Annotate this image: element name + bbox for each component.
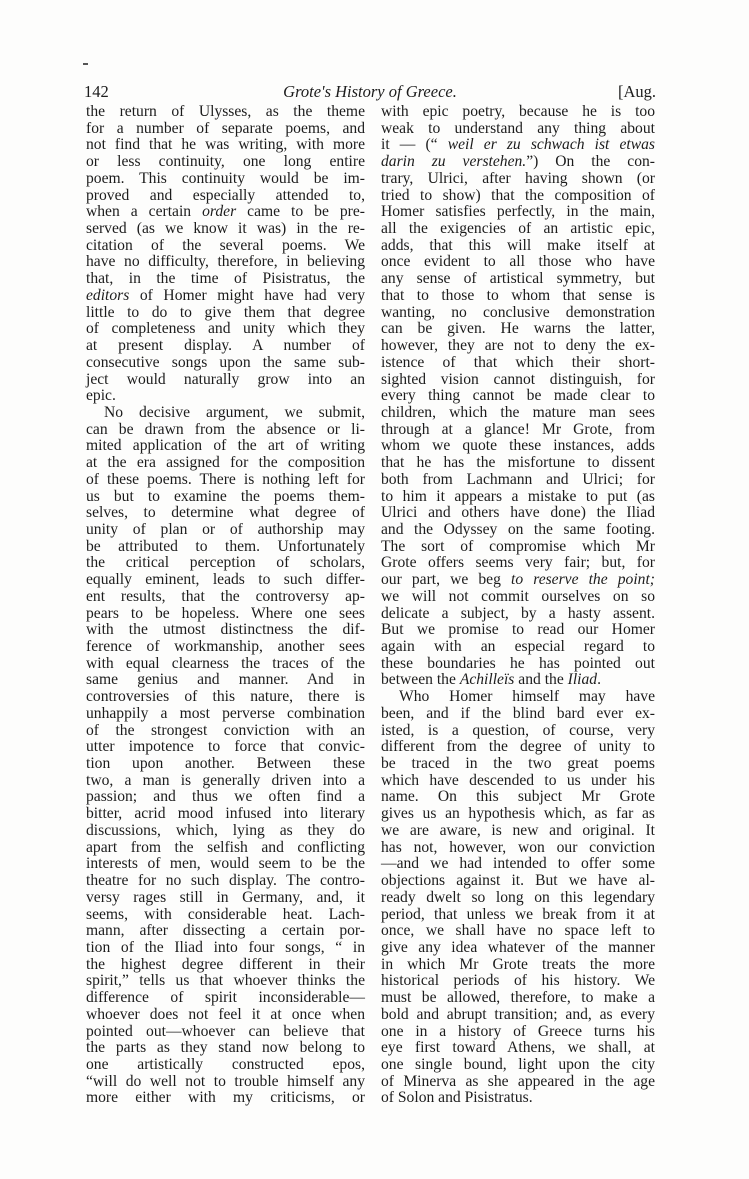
text-run: when a certain: [86, 203, 203, 221]
italic-text: to reserve the point;: [510, 571, 655, 589]
text-line: [381, 873, 655, 890]
text-line: [381, 773, 655, 790]
text-line: [381, 238, 655, 255]
text-run: interests of men, would seem to be the: [86, 855, 365, 873]
text-line: [86, 254, 365, 271]
text-line: [381, 907, 655, 924]
text-line: [381, 1074, 655, 1091]
text-line: [381, 505, 655, 522]
text-line: [381, 622, 655, 639]
text-line: [381, 1040, 655, 1057]
text-run: any sense of artistical symmetry, but: [381, 270, 655, 288]
text-line: [86, 572, 365, 589]
text-run: children, which the mature man sees: [381, 403, 655, 421]
text-run: came to be pre-: [236, 203, 365, 221]
text-line: [86, 689, 365, 706]
text-run: our part, we beg: [381, 571, 511, 589]
text-line: [381, 171, 655, 188]
text-run: trary, Ulrici, after having shown (or: [381, 169, 655, 187]
text-run: the highest degree different in their: [86, 955, 365, 973]
text-line: [86, 840, 365, 857]
issue-month: [Aug.: [617, 82, 656, 101]
scan-mark: [83, 63, 88, 65]
text-run: of Homer might have had very: [129, 286, 365, 304]
text-run: delicate a subject, by a hasty assent.: [381, 604, 655, 622]
text-run: of completeness and unity which they: [86, 320, 365, 338]
text-line: [86, 622, 365, 639]
text-line: [86, 656, 365, 673]
text-run: not find that he was writing, with more: [86, 136, 365, 154]
italic-text: weil er zu schwach ist etwas: [447, 136, 655, 154]
text-run: both from Lachmann and Ulrici; for: [381, 470, 655, 488]
text-run: citation of the several poems. We: [86, 236, 365, 254]
text-line: [86, 907, 365, 924]
text-run: versy rages still in Germany, and, it: [86, 888, 365, 906]
text-run: unity of plan or of authorship may: [86, 520, 365, 538]
text-line: [86, 539, 365, 556]
text-line: [86, 957, 365, 974]
text-line: [381, 689, 655, 706]
text-line: [381, 522, 655, 539]
text-run: of Solon and Pisistratus.: [381, 1089, 533, 1107]
text-run: ject would naturally grow into an: [86, 370, 365, 388]
text-line: [381, 706, 655, 723]
text-line: [381, 372, 655, 389]
text-run: period, that unless we break from it at: [381, 905, 655, 923]
text-column-left: [86, 104, 365, 1107]
text-line: [86, 355, 365, 372]
text-line: [86, 271, 365, 288]
text-line: [381, 606, 655, 623]
text-line: [381, 940, 655, 957]
text-run: historical periods of his history. We: [381, 972, 655, 990]
text-line: [86, 756, 365, 773]
text-line: [86, 856, 365, 873]
text-line: [86, 171, 365, 188]
text-line: [381, 254, 655, 271]
text-line: [86, 137, 365, 154]
text-line: [86, 121, 365, 138]
text-line: [381, 723, 655, 740]
text-run: with equal clearness the traces of the: [86, 654, 365, 672]
text-run: But we promise to read our Homer: [381, 621, 655, 639]
text-run: of these poems. There is nothing left for: [86, 470, 365, 488]
text-run: isted, is a question, of course, very: [381, 721, 655, 739]
text-line: [381, 973, 655, 990]
text-line: [86, 1024, 365, 1041]
text-run: selves, to determine what degree of: [86, 504, 365, 522]
text-line: [86, 405, 365, 422]
text-line: [381, 572, 655, 589]
text-run: sighted vision cannot distinguish, for: [381, 370, 655, 388]
text-line: [381, 639, 655, 656]
text-line: [381, 321, 655, 338]
text-run: at present display. A number of: [86, 337, 365, 355]
text-line: [86, 990, 365, 1007]
text-run: —and we had intended to offer some: [381, 855, 655, 873]
text-line: [86, 388, 365, 405]
text-run: eye first toward Athens, we shall, at: [381, 1039, 655, 1057]
page-number: 142: [84, 82, 109, 101]
text-run: Who Homer himself may have: [399, 688, 655, 706]
text-run: give any idea whatever of the manner: [381, 938, 655, 956]
text-line: [381, 539, 655, 556]
text-line: [86, 973, 365, 990]
text-run: must be allowed, therefore, to make a: [381, 989, 655, 1007]
text-run: .: [597, 671, 602, 689]
text-line: [381, 388, 655, 405]
text-line: [381, 923, 655, 940]
text-line: [381, 656, 655, 673]
text-line: [381, 1007, 655, 1024]
text-line: [86, 338, 365, 355]
text-line: [381, 438, 655, 455]
text-run: pears to be hopeless. Where one sees: [86, 604, 365, 622]
text-run: we are aware, is new and original. It: [381, 821, 655, 839]
text-line: [381, 305, 655, 322]
italic-text: darin zu verstehen.: [381, 153, 527, 171]
text-run: be attributed to them. Unfortunately: [86, 537, 365, 555]
text-run: has not, however, won our conviction: [381, 838, 655, 856]
text-run: tion upon another. Between these: [86, 755, 365, 773]
text-run: theatre for no such display. The contro-: [86, 872, 365, 890]
text-run: gives us an hypothesis which, as far as: [381, 805, 655, 823]
text-run: istence of that which their short-: [381, 353, 655, 371]
text-line: [86, 489, 365, 506]
text-line: [86, 639, 365, 656]
text-line: [86, 589, 365, 606]
text-line: [86, 773, 365, 790]
text-run: utter impotence to force that convic-: [86, 738, 365, 756]
text-line: [381, 1090, 655, 1107]
text-line: [86, 321, 365, 338]
text-run: for a number of separate poems, and: [86, 119, 365, 137]
text-line: [86, 438, 365, 455]
text-run: however, they are not to deny the ex-: [381, 337, 655, 355]
text-line: [381, 990, 655, 1007]
text-run: it — (“: [381, 136, 448, 154]
text-run: poem. This continuity would be im-: [86, 169, 365, 187]
text-line: [381, 856, 655, 873]
text-line: [381, 154, 655, 171]
text-run: name. On this subject Mr Grote: [381, 788, 655, 806]
text-run: that, in the time of Pisistratus, the: [86, 270, 365, 288]
text-line: [86, 522, 365, 539]
text-line: [381, 489, 655, 506]
text-line: [86, 104, 365, 121]
text-run: more either with my criticisms, or: [86, 1089, 365, 1107]
text-run: of Minerva as she appeared in the age: [381, 1072, 655, 1090]
text-run: one single bound, light upon the city: [381, 1055, 655, 1073]
text-line: [381, 1057, 655, 1074]
text-line: [86, 288, 365, 305]
page-header: [84, 82, 656, 102]
text-line: [86, 723, 365, 740]
text-line: [381, 756, 655, 773]
text-line: [381, 188, 655, 205]
text-run: apart from the selfish and conflicting: [86, 838, 365, 856]
text-line: [86, 1057, 365, 1074]
text-run: proved and especially attended to,: [86, 186, 365, 204]
text-line: [381, 338, 655, 355]
text-line: [86, 823, 365, 840]
italic-text: editors: [86, 286, 130, 304]
text-line: [381, 121, 655, 138]
text-run: in which Mr Grote treats the more: [381, 955, 655, 973]
text-line: [86, 221, 365, 238]
text-line: [381, 137, 655, 154]
text-run: two, a man is generally driven into a: [86, 771, 365, 789]
text-line: [86, 472, 365, 489]
text-line: [381, 806, 655, 823]
text-run: of the strongest conviction with an: [86, 721, 365, 739]
text-run: same genius and manner. And in: [86, 671, 365, 689]
text-line: [86, 1007, 365, 1024]
text-line: [381, 589, 655, 606]
text-run: at the era assigned for the composition: [86, 454, 365, 472]
text-run: between the: [381, 671, 460, 689]
text-run: we will not commit ourselves on so: [381, 587, 655, 605]
text-run: to him it appears a mistake to put (as: [381, 487, 655, 505]
text-column-right: [381, 104, 655, 1107]
text-line: [86, 1040, 365, 1057]
text-run: discussions, which, lying as they do: [86, 821, 365, 839]
text-line: [381, 789, 655, 806]
text-run: which have descended to us under his: [381, 771, 655, 789]
text-run: and the Odyssey on the same footing.: [381, 520, 655, 538]
text-run: once, we shall have no space left to: [381, 922, 655, 940]
text-run: equally eminent, leads to such differ-: [86, 571, 365, 589]
text-line: [86, 672, 365, 689]
text-line: [86, 422, 365, 439]
text-run: objections against it. But we have al-: [381, 872, 655, 890]
italic-text: Achilleïs: [459, 671, 515, 689]
text-line: [86, 455, 365, 472]
text-line: [86, 555, 365, 572]
text-run: consecutive songs upon the same sub-: [86, 353, 365, 371]
text-line: [86, 706, 365, 723]
text-run: ready dwelt so long on this legendary: [381, 888, 655, 906]
text-run: these boundaries he has pointed out: [381, 654, 655, 672]
text-run: ”) On the con-: [526, 153, 655, 171]
text-run: adds, that this will make itself at: [381, 236, 655, 254]
text-run: Ulrici and others have done) the Iliad: [381, 504, 655, 522]
text-line: [381, 957, 655, 974]
text-run: seems, with considerable heat. Lach-: [86, 905, 365, 923]
text-line: [86, 204, 365, 221]
text-line: [86, 188, 365, 205]
text-run: been, and if the blind bard ever ex-: [381, 704, 655, 722]
italic-text: order: [202, 203, 237, 221]
text-run: the return of Ulysses, as the theme: [86, 103, 365, 120]
text-run: have no difficulty, therefore, in believing: [86, 253, 365, 271]
text-line: [381, 739, 655, 756]
text-line: [86, 154, 365, 171]
text-run: pointed out—whoever can believe that: [86, 1022, 365, 1040]
text-line: [86, 873, 365, 890]
running-title: Grote's History of Greece.: [283, 82, 457, 101]
text-run: through at a glance! Mr Grote, from: [381, 420, 655, 438]
text-run: wanting, no conclusive demonstration: [381, 303, 655, 321]
text-run: The sort of compromise which Mr: [381, 537, 655, 555]
text-line: [86, 890, 365, 907]
text-run: different from the degree of unity to: [381, 738, 655, 756]
text-line: [381, 104, 655, 121]
text-run: difference of spirit inconsiderable—: [86, 989, 365, 1007]
text-line: [86, 305, 365, 322]
text-run: No decisive argument, we submit,: [104, 403, 365, 421]
text-run: unhappily a most perverse combination: [86, 704, 365, 722]
text-run: or less continuity, one long entire: [86, 153, 365, 171]
text-line: [86, 372, 365, 389]
text-run: all the exigencies of an artistic epic,: [381, 220, 655, 238]
text-run: spirit,” tells us that whoever thinks the: [86, 972, 365, 990]
text-run: epic.: [86, 387, 116, 405]
text-line: [381, 455, 655, 472]
text-run: whoever does not feel it at once when: [86, 1005, 365, 1023]
text-run: once evident to all those who have: [381, 253, 655, 271]
text-run: with epic poetry, because he is too: [381, 103, 655, 120]
text-line: [381, 221, 655, 238]
text-line: [86, 806, 365, 823]
text-run: mited application of the art of writing: [86, 437, 365, 455]
text-line: [381, 204, 655, 221]
text-line: [381, 840, 655, 857]
text-line: [381, 890, 655, 907]
text-line: [86, 739, 365, 756]
text-line: [381, 355, 655, 372]
text-line: [86, 789, 365, 806]
text-run: and the: [514, 671, 568, 689]
text-line: [86, 923, 365, 940]
text-run: the critical perception of scholars,: [86, 554, 365, 572]
text-run: ent results, that the controversy ap-: [86, 587, 365, 605]
text-run: that to those to whom that sense is: [381, 286, 655, 304]
text-run: the parts as they stand now belong to: [86, 1039, 365, 1057]
text-run: us but to examine the poems them-: [86, 487, 365, 505]
text-line: [86, 238, 365, 255]
text-run: whom we quote these instances, adds: [381, 437, 655, 455]
text-run: Grote offers seems very fair; but, for: [381, 554, 655, 572]
text-run: one artistically constructed epos,: [86, 1055, 365, 1073]
text-run: with the utmost distinctness the dif-: [86, 621, 365, 639]
text-line: [381, 1024, 655, 1041]
text-run: can be drawn from the absence or li-: [86, 420, 365, 438]
text-line: [381, 672, 655, 689]
text-run: tried to show) that the composition of: [381, 186, 655, 204]
text-run: weak to understand any thing about: [381, 119, 655, 137]
text-line: [86, 606, 365, 623]
text-line: [381, 422, 655, 439]
text-line: [86, 505, 365, 522]
text-line: [381, 288, 655, 305]
text-run: that he has the misfortune to dissent: [381, 454, 655, 472]
italic-text: Iliad: [567, 671, 598, 689]
text-run: every thing cannot be made clear to: [381, 387, 655, 405]
text-line: [86, 1090, 365, 1107]
text-run: be traced in the two great poems: [381, 755, 655, 773]
text-run: mann, after dissecting a certain por-: [86, 922, 365, 940]
text-run: tion of the Iliad into four songs, “ in: [86, 938, 365, 956]
text-run: “will do well not to trouble himself any: [86, 1072, 365, 1090]
text-line: [381, 472, 655, 489]
text-run: bitter, acrid mood infused into literary: [86, 805, 365, 823]
text-run: controversies of this nature, there is: [86, 688, 365, 706]
text-run: can be given. He warns the latter,: [381, 320, 655, 338]
text-run: little to do to give them that degree: [86, 303, 365, 321]
text-run: ference of workmanship, another sees: [86, 638, 365, 655]
text-run: Homer satisfies perfectly, in the main,: [381, 203, 655, 221]
text-line: [86, 1074, 365, 1091]
text-line: [381, 271, 655, 288]
text-run: bold and abrupt transition; and, as every: [381, 1005, 655, 1023]
text-line: [381, 823, 655, 840]
text-line: [86, 940, 365, 957]
text-run: again with an especial regard to: [381, 638, 655, 655]
text-run: one in a history of Greece turns his: [381, 1022, 655, 1040]
text-run: served (as we know it was) in the re-: [86, 220, 365, 238]
text-line: [381, 555, 655, 572]
text-line: [381, 405, 655, 422]
text-run: passion; and thus we often find a: [86, 788, 365, 806]
